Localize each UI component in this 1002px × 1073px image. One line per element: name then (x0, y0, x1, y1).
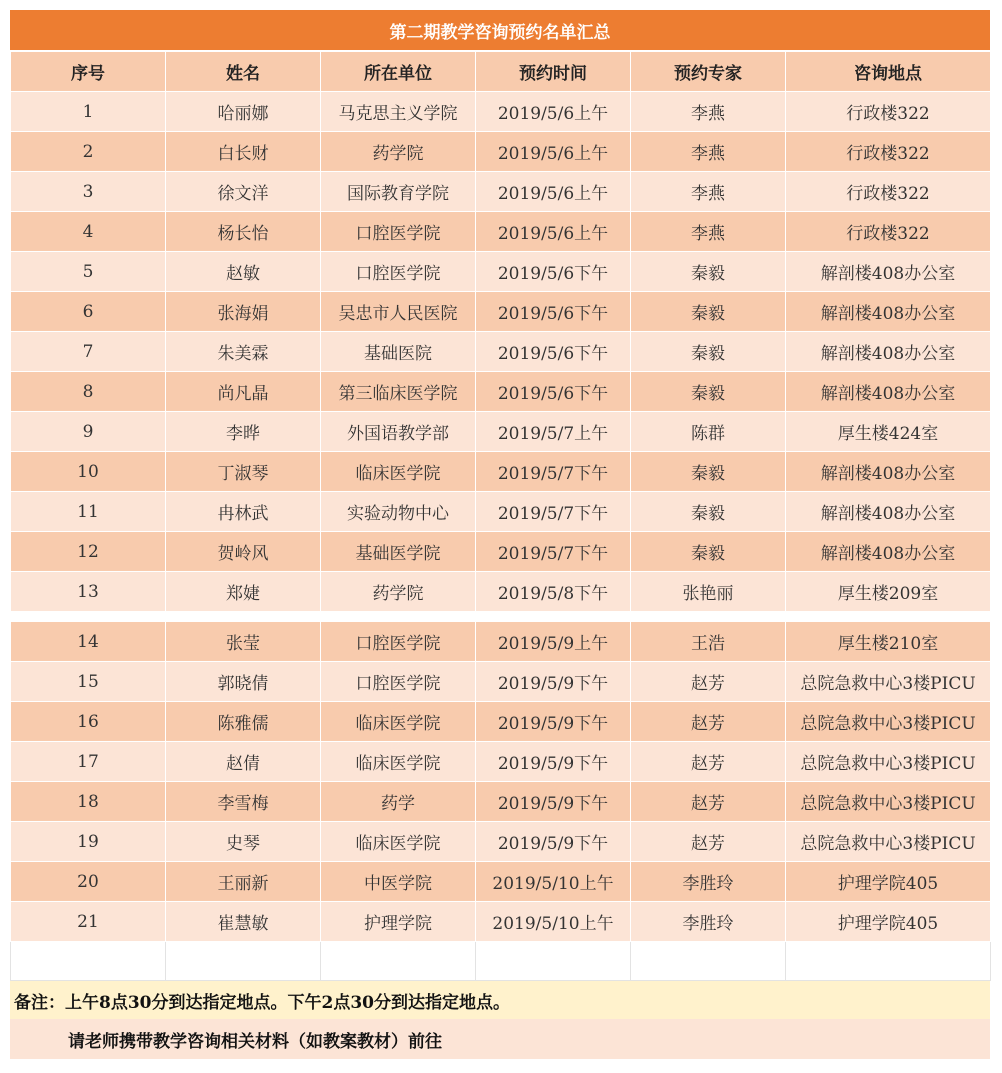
cell-name: 杨长怡 (166, 212, 321, 252)
cell-location: 总院急救中心3楼PICU (786, 662, 991, 702)
cell-time: 2019/5/9上午 (476, 622, 631, 662)
cell-unit: 口腔医学院 (321, 662, 476, 702)
cell-name: 李晔 (166, 412, 321, 452)
cell-unit: 外国语教学部 (321, 412, 476, 452)
table-row (11, 172, 991, 212)
cell-expert: 陈群 (631, 412, 786, 452)
cell-unit: 实验动物中心 (321, 492, 476, 532)
table-row (11, 492, 991, 532)
cell-name: 陈雅儒 (166, 702, 321, 742)
cell-location: 护理学院405 (786, 862, 991, 902)
cell-unit: 基础医学院 (321, 532, 476, 572)
cell-location: 行政楼322 (786, 172, 991, 212)
empty-row (11, 942, 991, 981)
cell-location: 总院急救中心3楼PICU (786, 702, 991, 742)
empty-cell (166, 942, 321, 981)
spreadsheet (10, 10, 990, 1059)
cell-name: 李雪梅 (166, 782, 321, 822)
cell-name: 张海娟 (166, 292, 321, 332)
cell-expert: 李燕 (631, 132, 786, 172)
table-row (11, 572, 991, 612)
table-row (11, 662, 991, 702)
empty-cell (631, 942, 786, 981)
cell-expert: 秦毅 (631, 292, 786, 332)
cell-seq: 2 (11, 132, 166, 172)
cell-seq: 19 (11, 822, 166, 862)
table-row (11, 132, 991, 172)
cell-name: 哈丽娜 (166, 92, 321, 132)
cell-time: 2019/5/6上午 (476, 212, 631, 252)
cell-name: 朱美霖 (166, 332, 321, 372)
cell-seq: 11 (11, 492, 166, 532)
cell-expert: 秦毅 (631, 332, 786, 372)
cell-time: 2019/5/6下午 (476, 372, 631, 412)
cell-expert: 秦毅 (631, 492, 786, 532)
cell-time: 2019/5/9下午 (476, 782, 631, 822)
cell-location: 厚生楼210室 (786, 622, 991, 662)
cell-unit: 药学院 (321, 132, 476, 172)
cell-expert: 秦毅 (631, 532, 786, 572)
cell-expert: 李燕 (631, 92, 786, 132)
cell-seq: 9 (11, 412, 166, 452)
cell-time: 2019/5/6上午 (476, 92, 631, 132)
cell-unit: 国际教育学院 (321, 172, 476, 212)
cell-unit: 口腔医学院 (321, 252, 476, 292)
cell-location: 解剖楼408办公室 (786, 452, 991, 492)
cell-name: 丁淑琴 (166, 452, 321, 492)
table-row (11, 742, 991, 782)
cell-seq: 1 (11, 92, 166, 132)
cell-expert: 李燕 (631, 212, 786, 252)
cell-expert: 李胜玲 (631, 902, 786, 942)
cell-seq: 14 (11, 622, 166, 662)
cell-unit: 临床医学院 (321, 742, 476, 782)
cell-name: 赵倩 (166, 742, 321, 782)
cell-unit: 基础医院 (321, 332, 476, 372)
cell-time: 2019/5/7上午 (476, 412, 631, 452)
cell-seq: 10 (11, 452, 166, 492)
cell-name: 冉林武 (166, 492, 321, 532)
header-row (11, 52, 991, 92)
cell-unit: 口腔医学院 (321, 212, 476, 252)
table-row (11, 822, 991, 862)
spacer-row (11, 612, 991, 622)
cell-location: 总院急救中心3楼PICU (786, 782, 991, 822)
table-row (11, 862, 991, 902)
table-row (11, 902, 991, 942)
spacer-cell (786, 612, 991, 622)
cell-unit: 药学 (321, 782, 476, 822)
cell-location: 护理学院405 (786, 902, 991, 942)
cell-expert: 秦毅 (631, 452, 786, 492)
cell-unit: 第三临床医学院 (321, 372, 476, 412)
header-unit: 所在单位 (321, 52, 476, 92)
cell-name: 史琴 (166, 822, 321, 862)
cell-location: 总院急救中心3楼PICU (786, 822, 991, 862)
cell-seq: 4 (11, 212, 166, 252)
spacer-cell (476, 612, 631, 622)
cell-seq: 21 (11, 902, 166, 942)
cell-expert: 赵芳 (631, 662, 786, 702)
table-row (11, 452, 991, 492)
schedule-table (10, 51, 991, 981)
cell-expert: 赵芳 (631, 822, 786, 862)
cell-name: 徐文洋 (166, 172, 321, 212)
sheet-title: 第二期教学咨询预约名单汇总 (10, 10, 990, 51)
cell-location: 解剖楼408办公室 (786, 252, 991, 292)
table-row (11, 372, 991, 412)
cell-seq: 3 (11, 172, 166, 212)
cell-seq: 17 (11, 742, 166, 782)
header-location: 咨询地点 (786, 52, 991, 92)
cell-name: 崔慧敏 (166, 902, 321, 942)
cell-expert: 张艳丽 (631, 572, 786, 612)
empty-cell (476, 942, 631, 981)
cell-time: 2019/5/9下午 (476, 702, 631, 742)
table-row (11, 212, 991, 252)
cell-time: 2019/5/6上午 (476, 132, 631, 172)
cell-seq: 12 (11, 532, 166, 572)
table-row (11, 412, 991, 452)
cell-name: 郭晓倩 (166, 662, 321, 702)
cell-seq: 15 (11, 662, 166, 702)
cell-location: 厚生楼424室 (786, 412, 991, 452)
header-name: 姓名 (166, 52, 321, 92)
table-row (11, 332, 991, 372)
table-row (11, 252, 991, 292)
cell-unit: 临床医学院 (321, 452, 476, 492)
header-seq: 序号 (11, 52, 166, 92)
spacer-cell (166, 612, 321, 622)
cell-time: 2019/5/6上午 (476, 172, 631, 212)
cell-seq: 8 (11, 372, 166, 412)
table-row (11, 92, 991, 132)
cell-location: 行政楼322 (786, 212, 991, 252)
cell-expert: 赵芳 (631, 702, 786, 742)
spacer-cell (631, 612, 786, 622)
empty-cell (321, 942, 476, 981)
cell-location: 解剖楼408办公室 (786, 292, 991, 332)
cell-time: 2019/5/9下午 (476, 662, 631, 702)
cell-name: 尚凡晶 (166, 372, 321, 412)
header-expert: 预约专家 (631, 52, 786, 92)
cell-seq: 5 (11, 252, 166, 292)
cell-unit: 吴忠市人民医院 (321, 292, 476, 332)
cell-seq: 13 (11, 572, 166, 612)
cell-seq: 7 (11, 332, 166, 372)
table-row (11, 532, 991, 572)
cell-unit: 药学院 (321, 572, 476, 612)
cell-unit: 临床医学院 (321, 822, 476, 862)
cell-name: 张莹 (166, 622, 321, 662)
cell-name: 贺岭风 (166, 532, 321, 572)
note-line-1: 备注：上午8点30分到达指定地点。下午2点30分到达指定地点。 (10, 981, 990, 1019)
cell-time: 2019/5/10上午 (476, 902, 631, 942)
cell-seq: 6 (11, 292, 166, 332)
cell-unit: 中医学院 (321, 862, 476, 902)
cell-seq: 16 (11, 702, 166, 742)
cell-time: 2019/5/9下午 (476, 822, 631, 862)
cell-expert: 李燕 (631, 172, 786, 212)
cell-seq: 20 (11, 862, 166, 902)
table-row (11, 292, 991, 332)
cell-time: 2019/5/9下午 (476, 742, 631, 782)
cell-name: 赵敏 (166, 252, 321, 292)
cell-time: 2019/5/7下午 (476, 452, 631, 492)
cell-unit: 口腔医学院 (321, 622, 476, 662)
note-line-2: 请老师携带教学咨询相关材料（如教案教材）前往 (10, 1019, 990, 1059)
cell-location: 行政楼322 (786, 92, 991, 132)
cell-expert: 赵芳 (631, 742, 786, 782)
cell-location: 解剖楼408办公室 (786, 372, 991, 412)
cell-seq: 18 (11, 782, 166, 822)
cell-unit: 护理学院 (321, 902, 476, 942)
cell-time: 2019/5/6下午 (476, 332, 631, 372)
cell-expert: 秦毅 (631, 372, 786, 412)
spacer-cell (11, 612, 166, 622)
cell-location: 解剖楼408办公室 (786, 532, 991, 572)
empty-cell (786, 942, 991, 981)
cell-location: 厚生楼209室 (786, 572, 991, 612)
table-row (11, 702, 991, 742)
cell-name: 郑婕 (166, 572, 321, 612)
cell-unit: 马克思主义学院 (321, 92, 476, 132)
empty-cell (11, 942, 166, 981)
spacer-cell (321, 612, 476, 622)
cell-location: 行政楼322 (786, 132, 991, 172)
cell-name: 白长财 (166, 132, 321, 172)
table-row (11, 622, 991, 662)
cell-name: 王丽新 (166, 862, 321, 902)
header-time: 预约时间 (476, 52, 631, 92)
cell-expert: 李胜玲 (631, 862, 786, 902)
cell-time: 2019/5/7下午 (476, 532, 631, 572)
cell-unit: 临床医学院 (321, 702, 476, 742)
cell-expert: 王浩 (631, 622, 786, 662)
cell-location: 解剖楼408办公室 (786, 492, 991, 532)
cell-location: 解剖楼408办公室 (786, 332, 991, 372)
cell-time: 2019/5/10上午 (476, 862, 631, 902)
cell-time: 2019/5/7下午 (476, 492, 631, 532)
cell-time: 2019/5/8下午 (476, 572, 631, 612)
table-row (11, 782, 991, 822)
cell-expert: 秦毅 (631, 252, 786, 292)
cell-time: 2019/5/6下午 (476, 252, 631, 292)
cell-location: 总院急救中心3楼PICU (786, 742, 991, 782)
cell-expert: 赵芳 (631, 782, 786, 822)
cell-time: 2019/5/6下午 (476, 292, 631, 332)
